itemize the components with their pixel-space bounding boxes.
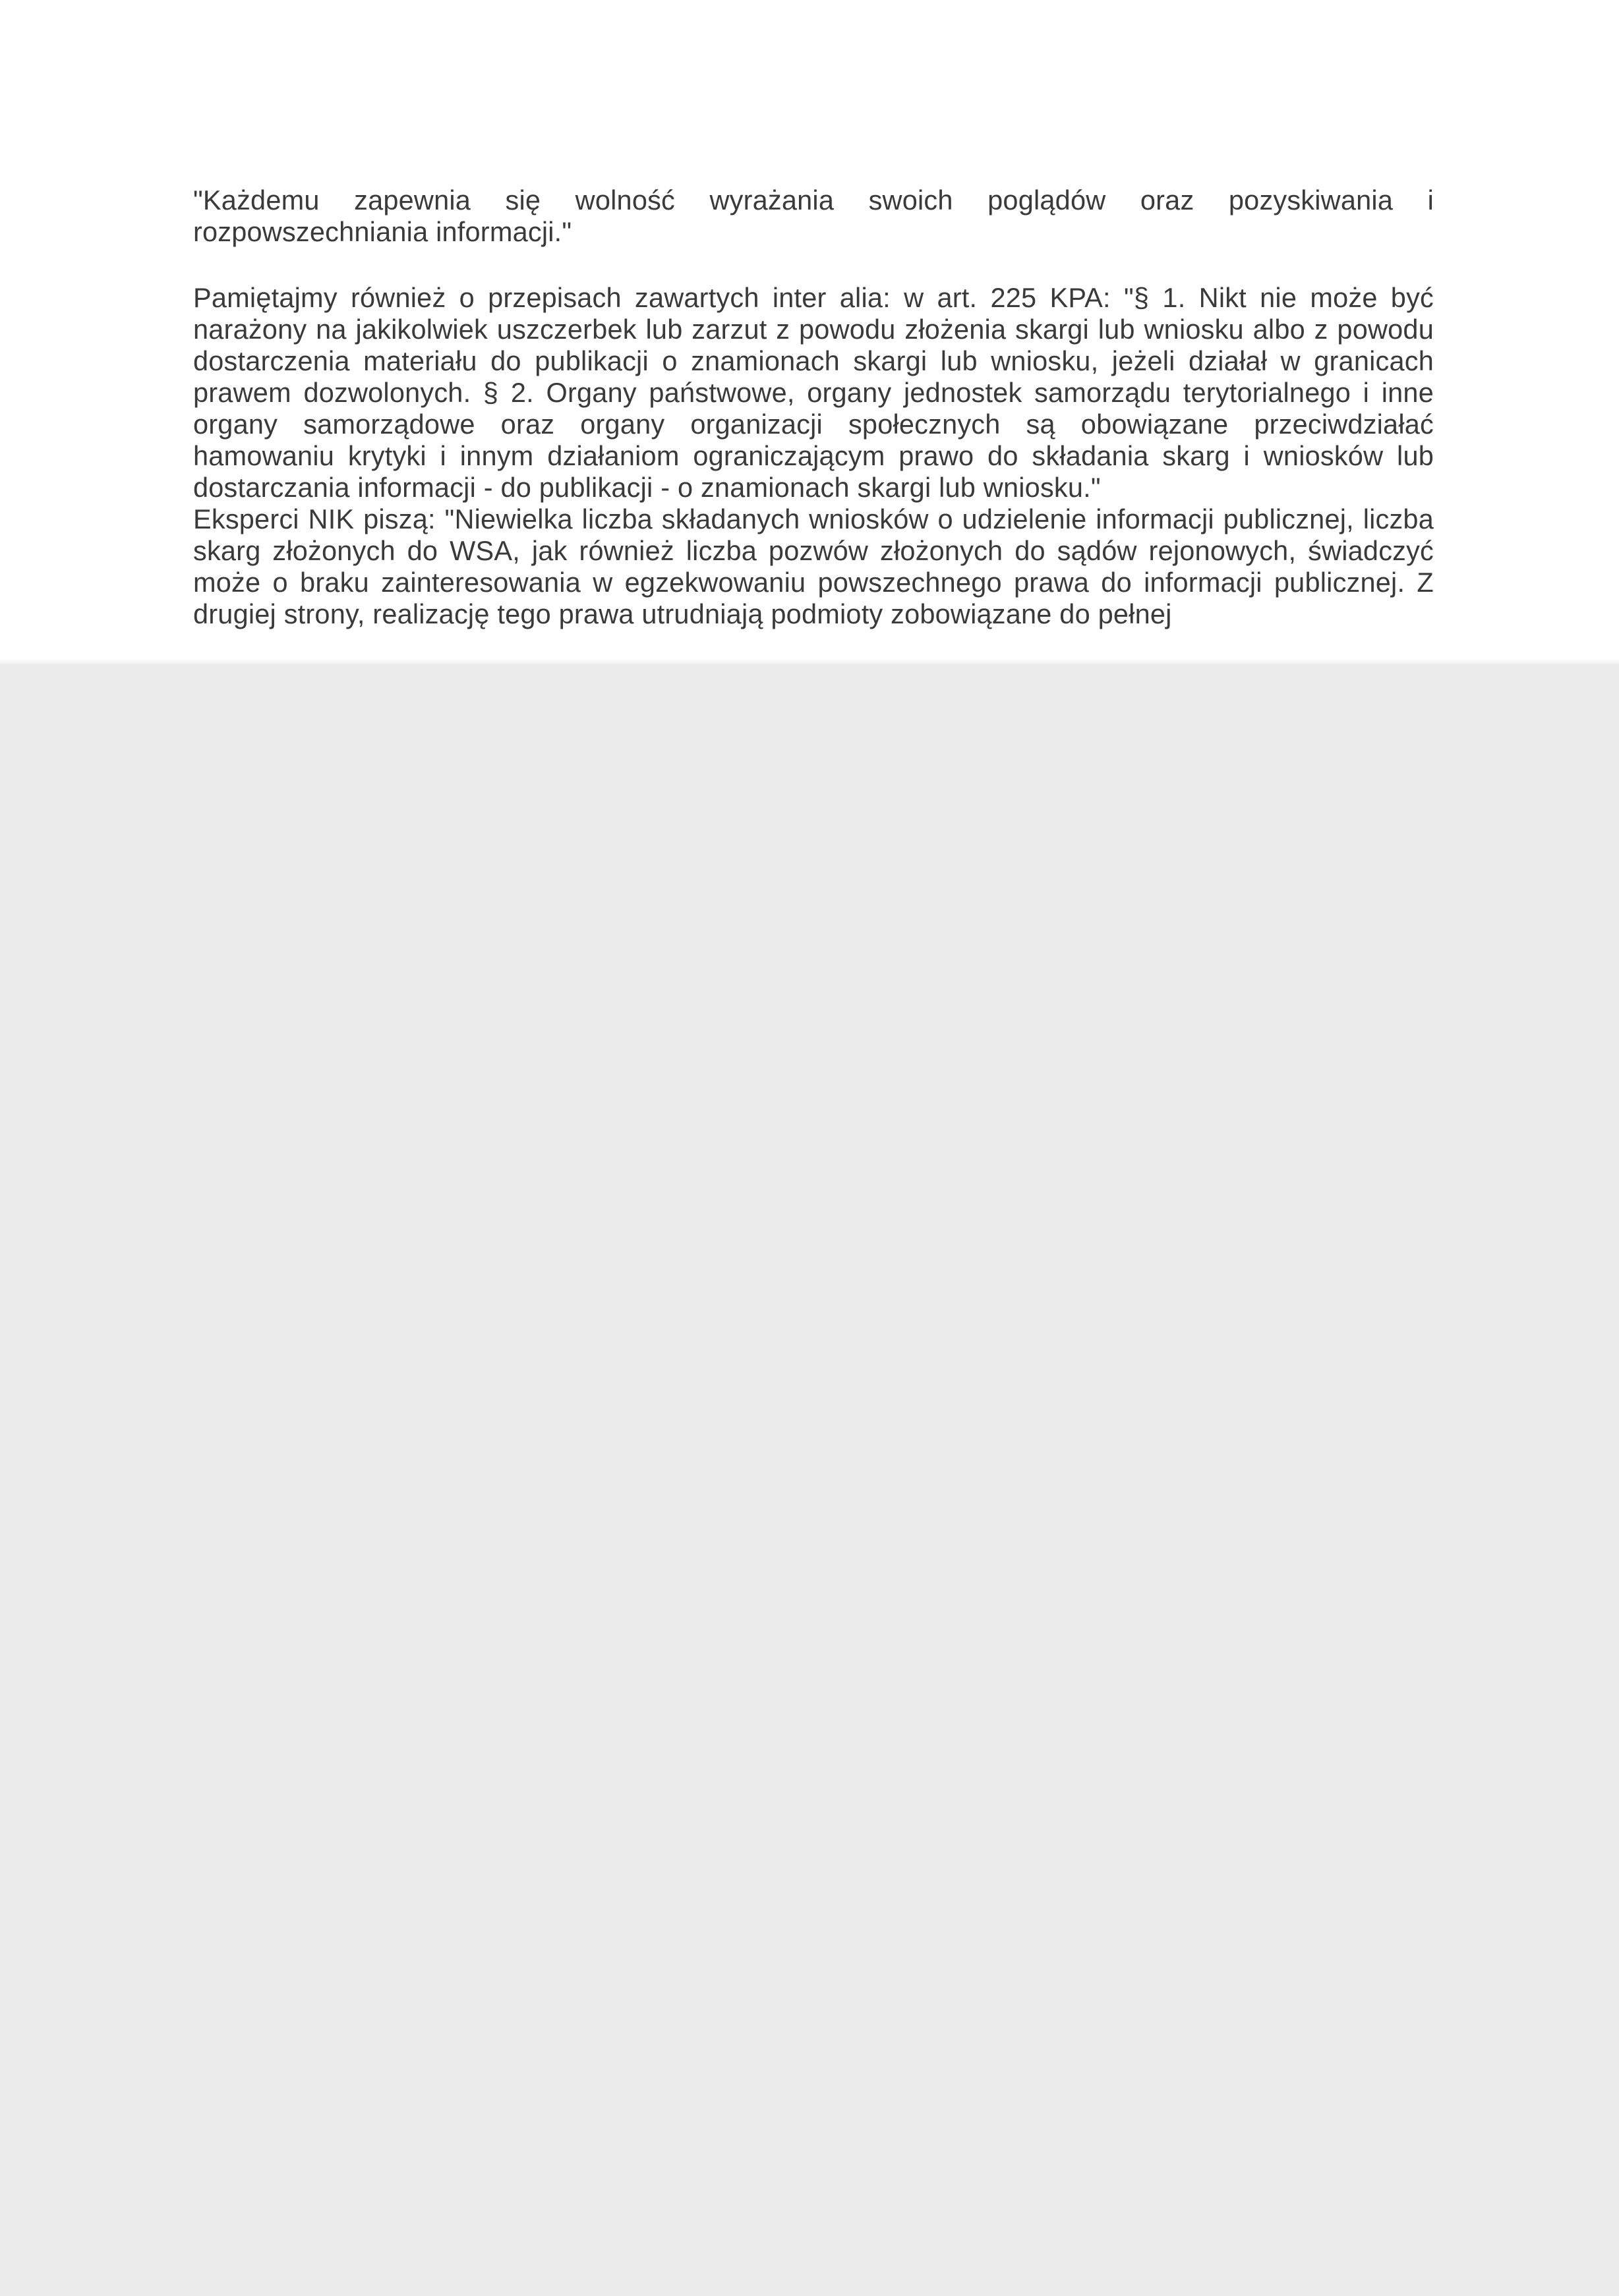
quote-paragraph: "Każdemu zapewnia się wolność wyrażania swoich poglądów oraz pozyskiwania i rozpowszechniania informacji." — [193, 185, 1434, 247]
blank-area — [0, 664, 1619, 2296]
document-page — [0, 0, 1619, 664]
nik-paragraph: Eksperci NIK piszą: "Niewielka liczba składanych wniosków o udzielenie informacji publicznej, liczba skarg złożonych do WSA, jak również liczba pozwów złożonych do sądów rejonowych, świadczyć może o braku zainteresowania w egzekwowaniu powszechnego prawa do informacji publicznej. Z drugiej strony, realizację tego prawa utrudniają podmioty zobowiązane do pełnej — [193, 503, 1434, 629]
document-body — [193, 185, 1434, 630]
kpa-article-paragraph: Pamiętajmy również o przepisach zawartych inter alia: w art. 225 KPA: "§ 1. Nikt nie może być narażony na jakikolwiek uszczerbek lub zarzut z powodu złożenia skargi lub wniosku albo z powodu dostarczenia materiału do publikacji o znamionach skargi lub wniosku, jeżeli działał w granicach prawem dozwolonych. § 2. Organy państwowe, organy jednostek samorządu terytorialnego i inne organy samorządowe oraz organy organizacji społecznych są obowiązane przeciwdziałać hamowaniu krytyki i innym działaniom ograniczającym prawo do składania skarg i wniosków lub dostarczania informacji - do publikacji - o znamionach skargi lub wniosku." — [193, 282, 1434, 503]
